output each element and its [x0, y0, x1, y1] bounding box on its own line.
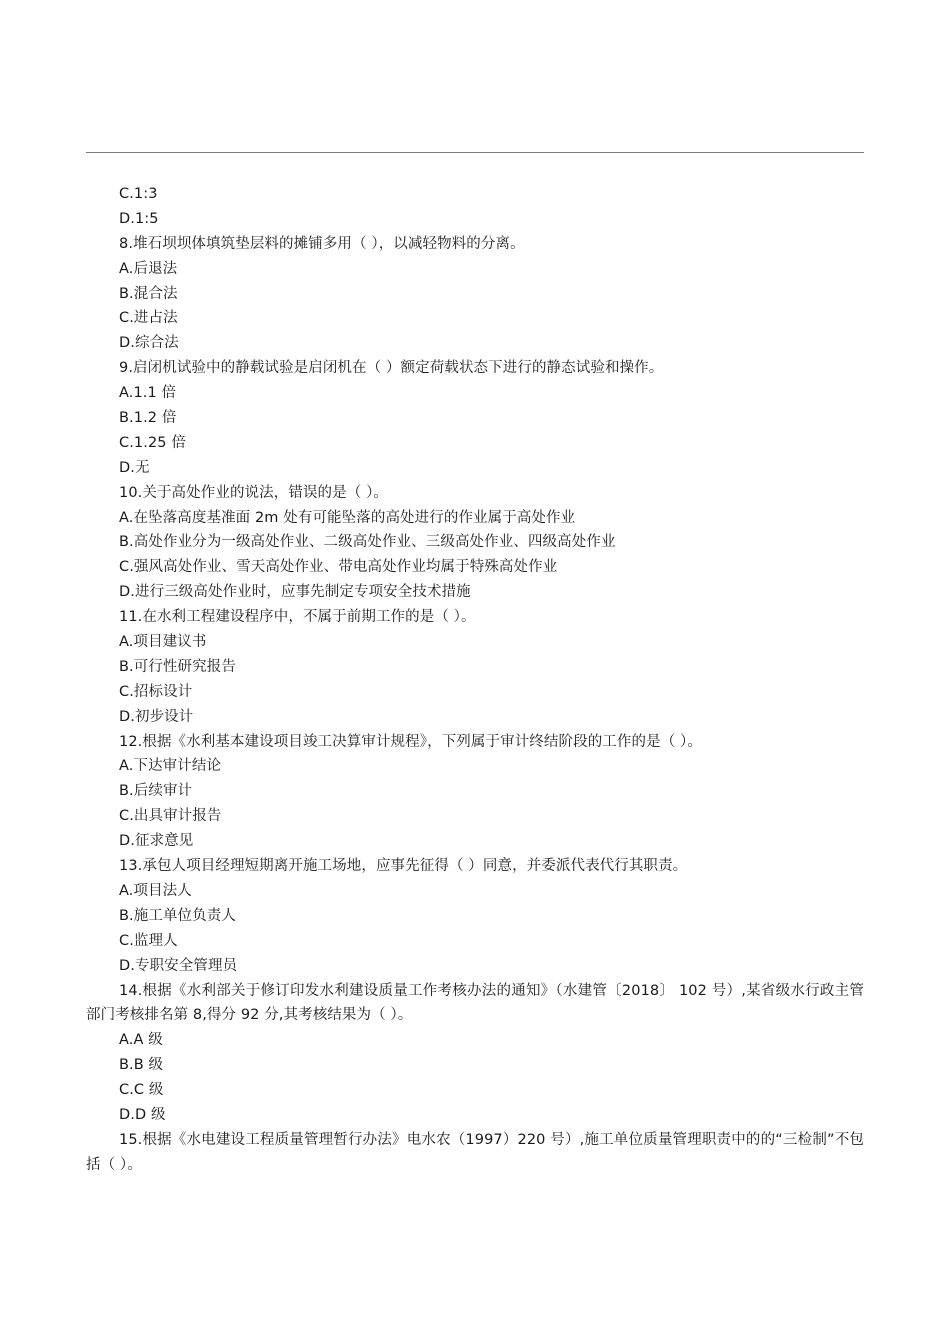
- question-9: 9.启闭机试验中的静载试验是启闭机在（ ）额定荷载状态下进行的静态试验和操作。: [119, 360, 664, 377]
- option-d-q12: D.征求意见: [119, 833, 194, 850]
- question-12: 12.根据《水利基本建设项目竣工决算审计规程》，下列属于审计终结阶段的工作的是（ ）。: [119, 733, 702, 750]
- option-b-q8: B.混合法: [119, 285, 178, 302]
- option-d-q9: D.无: [119, 459, 150, 476]
- option-c-q12: C.出具审计报告: [119, 808, 222, 825]
- option-d-q7: D.1:5: [119, 210, 159, 227]
- option-c-q10: C.强风高处作业、雪天高处作业、带电高处作业均属于特殊高处作业: [119, 559, 558, 576]
- question-15: 15.根据《水电建设工程质量管理暂行办法》电水农（1997）220 号）,施工单位质量管理职责中的的“三检制”不包括（ ）。: [86, 1131, 864, 1173]
- option-d-q14: D.D 级: [119, 1106, 166, 1123]
- question-13: 13.承包人项目经理短期离开施工场地，应事先征得（ ）同意，并委派代表代行其职责。: [119, 858, 688, 875]
- option-a-q12: A.下达审计结论: [119, 758, 222, 775]
- option-c-q7: C.1:3: [119, 186, 158, 202]
- option-a-q13: A.项目法人: [119, 882, 192, 899]
- option-d-q11: D.初步设计: [119, 708, 194, 725]
- option-c-q13: C.监理人: [119, 932, 178, 949]
- question-11: 11.在水利工程建设程序中，不属于前期工作的是（ ）。: [119, 609, 476, 626]
- option-d-q13: D.专职安全管理员: [119, 957, 238, 974]
- option-a-q10: A.在坠落高度基准面 2m 处有可能坠落的高处进行的作业属于高处作业: [119, 509, 576, 526]
- question-14: 14.根据《水利部关于修订印发水利建设质量工作考核办法的通知》（水建管〔2018〕 102 号）,某省级水行政主管部门考核排名第 8,得分 92 分,其考核结果为（ ）。: [86, 982, 864, 1024]
- option-b-q13: B.施工单位负责人: [119, 907, 236, 924]
- option-a-q8: A.后退法: [119, 260, 178, 277]
- option-b-q10: B.高处作业分为一级高处作业、二级高处作业、三级高处作业、四级高处作业: [119, 534, 616, 551]
- option-b-q11: B.可行性研究报告: [119, 658, 236, 675]
- option-b-q12: B.后续审计: [119, 783, 193, 800]
- option-c-q9: C.1.25 倍: [119, 434, 186, 451]
- option-d-q10: D.进行三级高处作业时，应事先制定专项安全技术措施: [119, 584, 471, 601]
- option-b-q14: B.B 级: [119, 1057, 164, 1074]
- question-content: [86, 182, 864, 1178]
- question-8: 8.堆石坝坝体填筑垫层料的摊铺多用（ ），以减轻物料的分离。: [119, 235, 525, 252]
- question-10: 10.关于高处作业的说法，错误的是（ ）。: [119, 484, 389, 501]
- option-d-q8: D.综合法: [119, 335, 179, 352]
- option-c-q8: C.进占法: [119, 310, 178, 327]
- option-c-q11: C.招标设计: [119, 683, 193, 700]
- option-a-q11: A.项目建议书: [119, 634, 207, 651]
- header-rule: [86, 152, 864, 153]
- option-b-q9: B.1.2 倍: [119, 410, 177, 427]
- option-a-q9: A.1.1 倍: [119, 385, 177, 402]
- option-a-q14: A.A 级: [119, 1032, 163, 1049]
- option-c-q14: C.C 级: [119, 1082, 164, 1099]
